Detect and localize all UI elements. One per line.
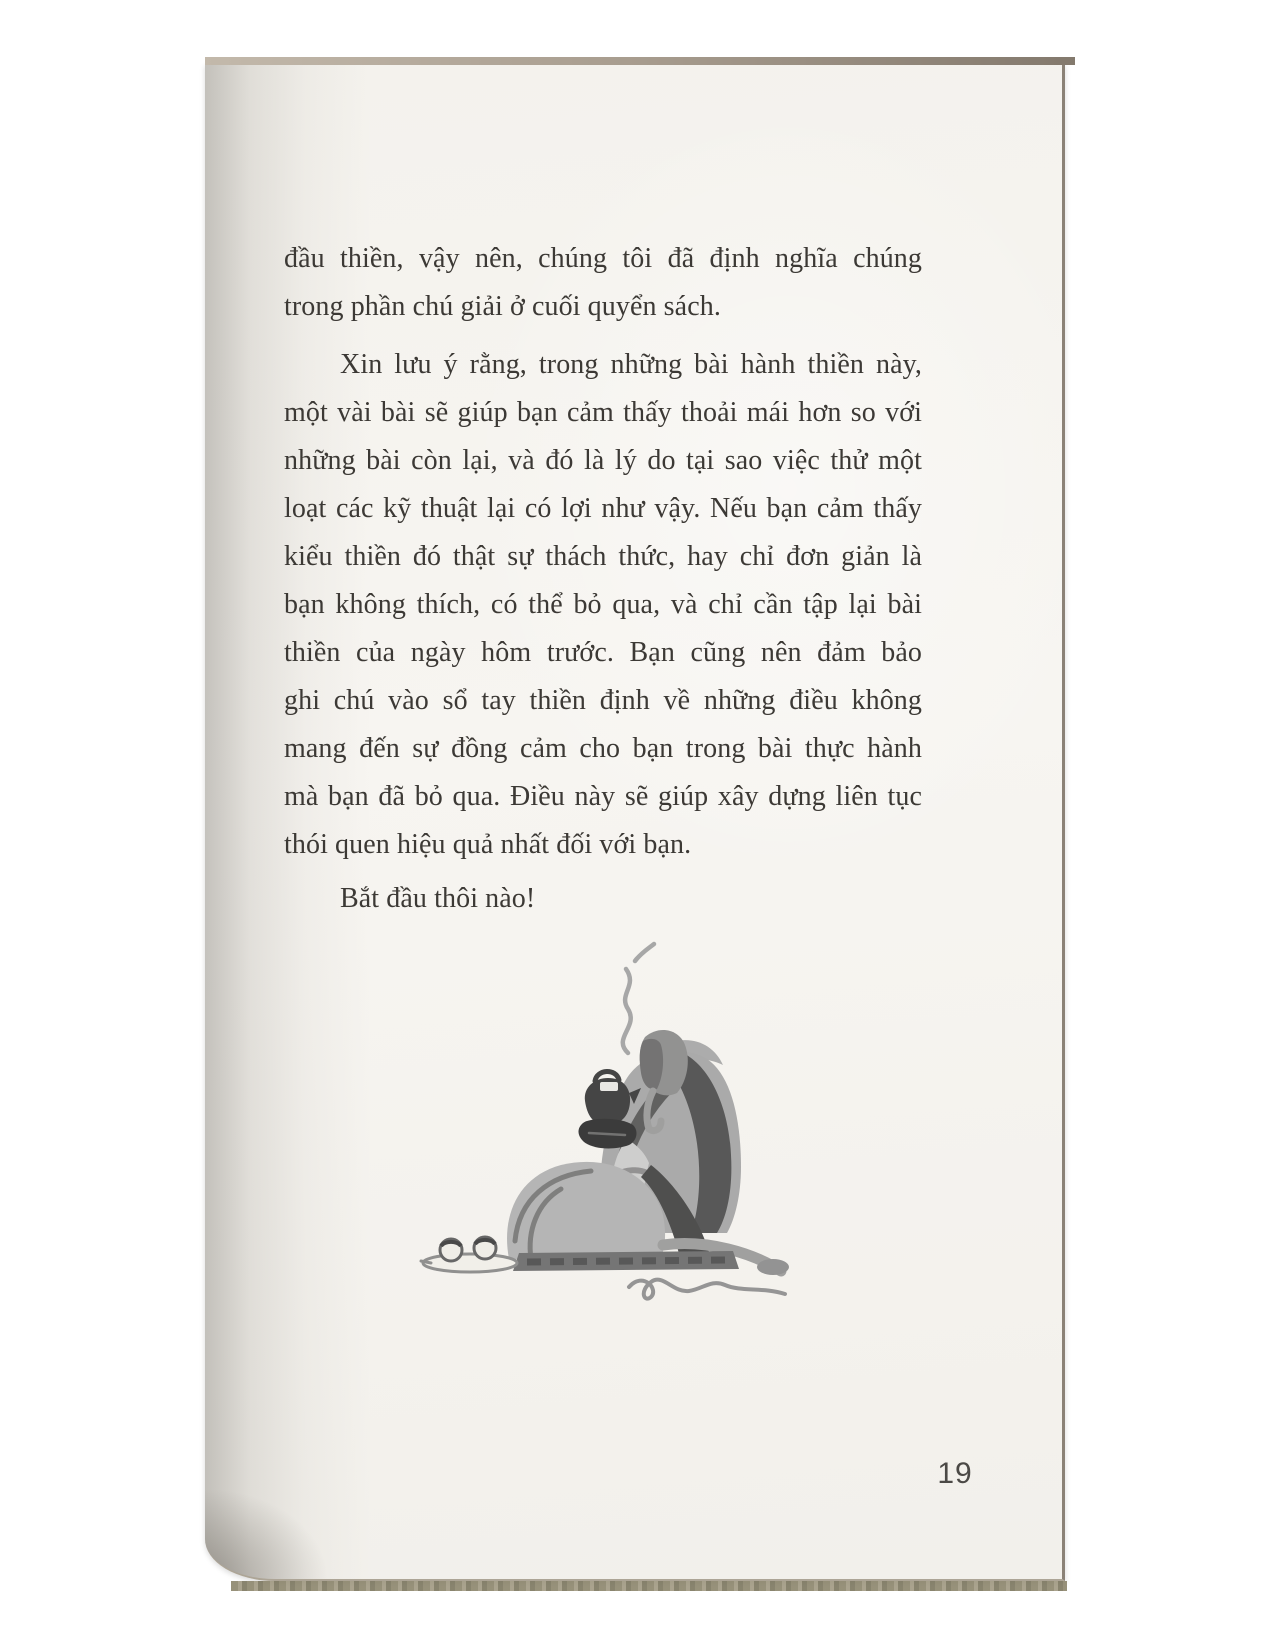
tea-cups-tray bbox=[421, 1237, 517, 1272]
meditation-mat bbox=[513, 1251, 739, 1271]
text-line: mà bạn đã bỏ qua. Điều này sẽ giúp xây dựng liên tục bbox=[284, 781, 922, 812]
page-number: 19 bbox=[937, 1457, 973, 1490]
paragraph bbox=[284, 341, 922, 869]
paragraph bbox=[284, 235, 922, 331]
text-line: thói quen hiệu quả nhất đối với bạn. bbox=[284, 829, 692, 860]
text-line: một vài bài sẽ giúp bạn cảm thấy thoải mái hơn so với bbox=[284, 397, 922, 428]
text-line: bạn không thích, có thể bỏ qua, và chỉ cần tập lại bài bbox=[284, 589, 922, 620]
text-line: mang đến sự đồng cảm cho bạn trong bài thực hành bbox=[284, 733, 922, 764]
text-line: loạt các kỹ thuật lại có lợi như vậy. Nếu bạn cảm thấy bbox=[284, 493, 922, 524]
text-line: ghi chú vào sổ tay thiền định về những điều không bbox=[284, 685, 922, 716]
text-line: thiền của ngày hôm trước. Bạn cũng nên đảm bảo bbox=[284, 637, 922, 668]
monk-figure bbox=[507, 1030, 789, 1275]
text-line: Bắt đầu thôi nào! bbox=[340, 883, 536, 914]
text-line: đầu thiền, vậy nên, chúng tôi đã định nghĩa chúng bbox=[284, 243, 922, 274]
book-page bbox=[205, 64, 1065, 1581]
text-line: những bài còn lại, và đó là lý do tại sao việc thử một bbox=[284, 445, 922, 476]
text-line: kiểu thiền đó thật sự thách thức, hay chỉ đơn giản là bbox=[284, 541, 922, 572]
ink-wash-monk-illustration bbox=[415, 941, 795, 1306]
paragraph bbox=[284, 875, 922, 923]
body-text bbox=[284, 235, 922, 923]
text-line: trong phần chú giải ở cuối quyển sách. bbox=[284, 291, 721, 322]
text-line: Xin lưu ý rằng, trong những bài hành thiền này, bbox=[340, 349, 922, 380]
artist-signature bbox=[629, 1280, 785, 1299]
